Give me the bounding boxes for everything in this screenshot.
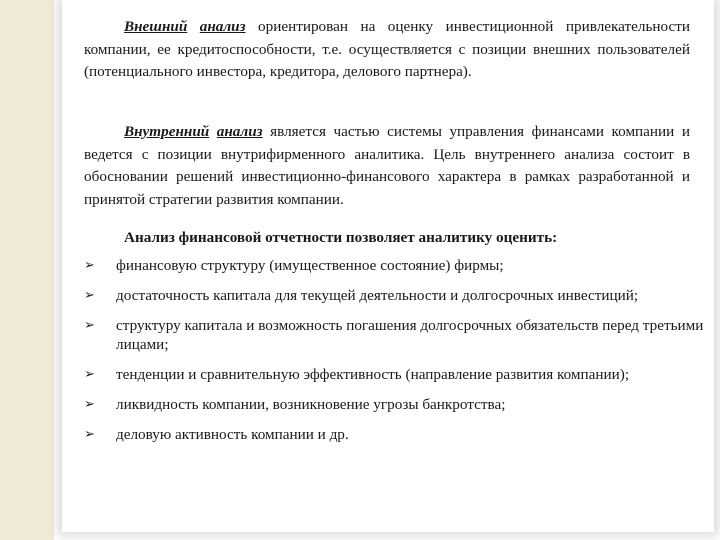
list-item: ➢ достаточность капитала для текущей деятельности и долгосрочных инвестиций; xyxy=(84,287,639,304)
internal-analysis-text: является частью системы управления финансами компании и ведется с позиции внутрифирменного аналитика. Цель внутреннего анализа состоит в обосновании решений инвестиционно-финансового характера в рамках разработанной и принятой стратегии развития компании. xyxy=(84,123,690,208)
assessment-list xyxy=(84,256,704,455)
internal-analysis-paragraph xyxy=(84,121,690,211)
arrow-bullet-icon: ➢ xyxy=(84,288,95,303)
analysis-term-1: анализ xyxy=(199,18,246,35)
list-item: ➢ структуру капитала и возможность погашения долгосрочных обязательств перед третьими лицами; xyxy=(84,317,704,353)
external-term: Внешний xyxy=(124,18,188,35)
list-item: ➢ ликвидность компании, возникновение угрозы банкротства; xyxy=(84,396,506,413)
analysis-term-2: анализ xyxy=(216,123,263,140)
list-item: ➢ деловую активность компании и др. xyxy=(84,426,349,443)
external-analysis-text: ориентирован на оценку инвестиционной привлекательности компании, ее кредитоспособности, т.е. осуществляется с позиции внешних пользователей (потенциального инвестора, кредитора, делового партнера). xyxy=(84,18,690,80)
internal-term: Внутренний xyxy=(124,123,210,140)
left-decorative-band xyxy=(0,0,54,540)
list-item: ➢ финансовую структуру (имущественное состояние) фирмы; xyxy=(84,257,504,274)
section-heading: Анализ финансовой отчетности позволяет аналитику оценить: xyxy=(124,229,558,246)
arrow-bullet-icon: ➢ xyxy=(84,367,95,382)
external-analysis-paragraph xyxy=(84,16,690,84)
arrow-bullet-icon: ➢ xyxy=(84,258,95,273)
arrow-bullet-icon: ➢ xyxy=(84,397,95,412)
list-item: ➢ тенденции и сравнительную эффективность (направление развития компании); xyxy=(84,366,630,383)
arrow-bullet-icon: ➢ xyxy=(84,318,95,333)
arrow-bullet-icon: ➢ xyxy=(84,427,95,442)
